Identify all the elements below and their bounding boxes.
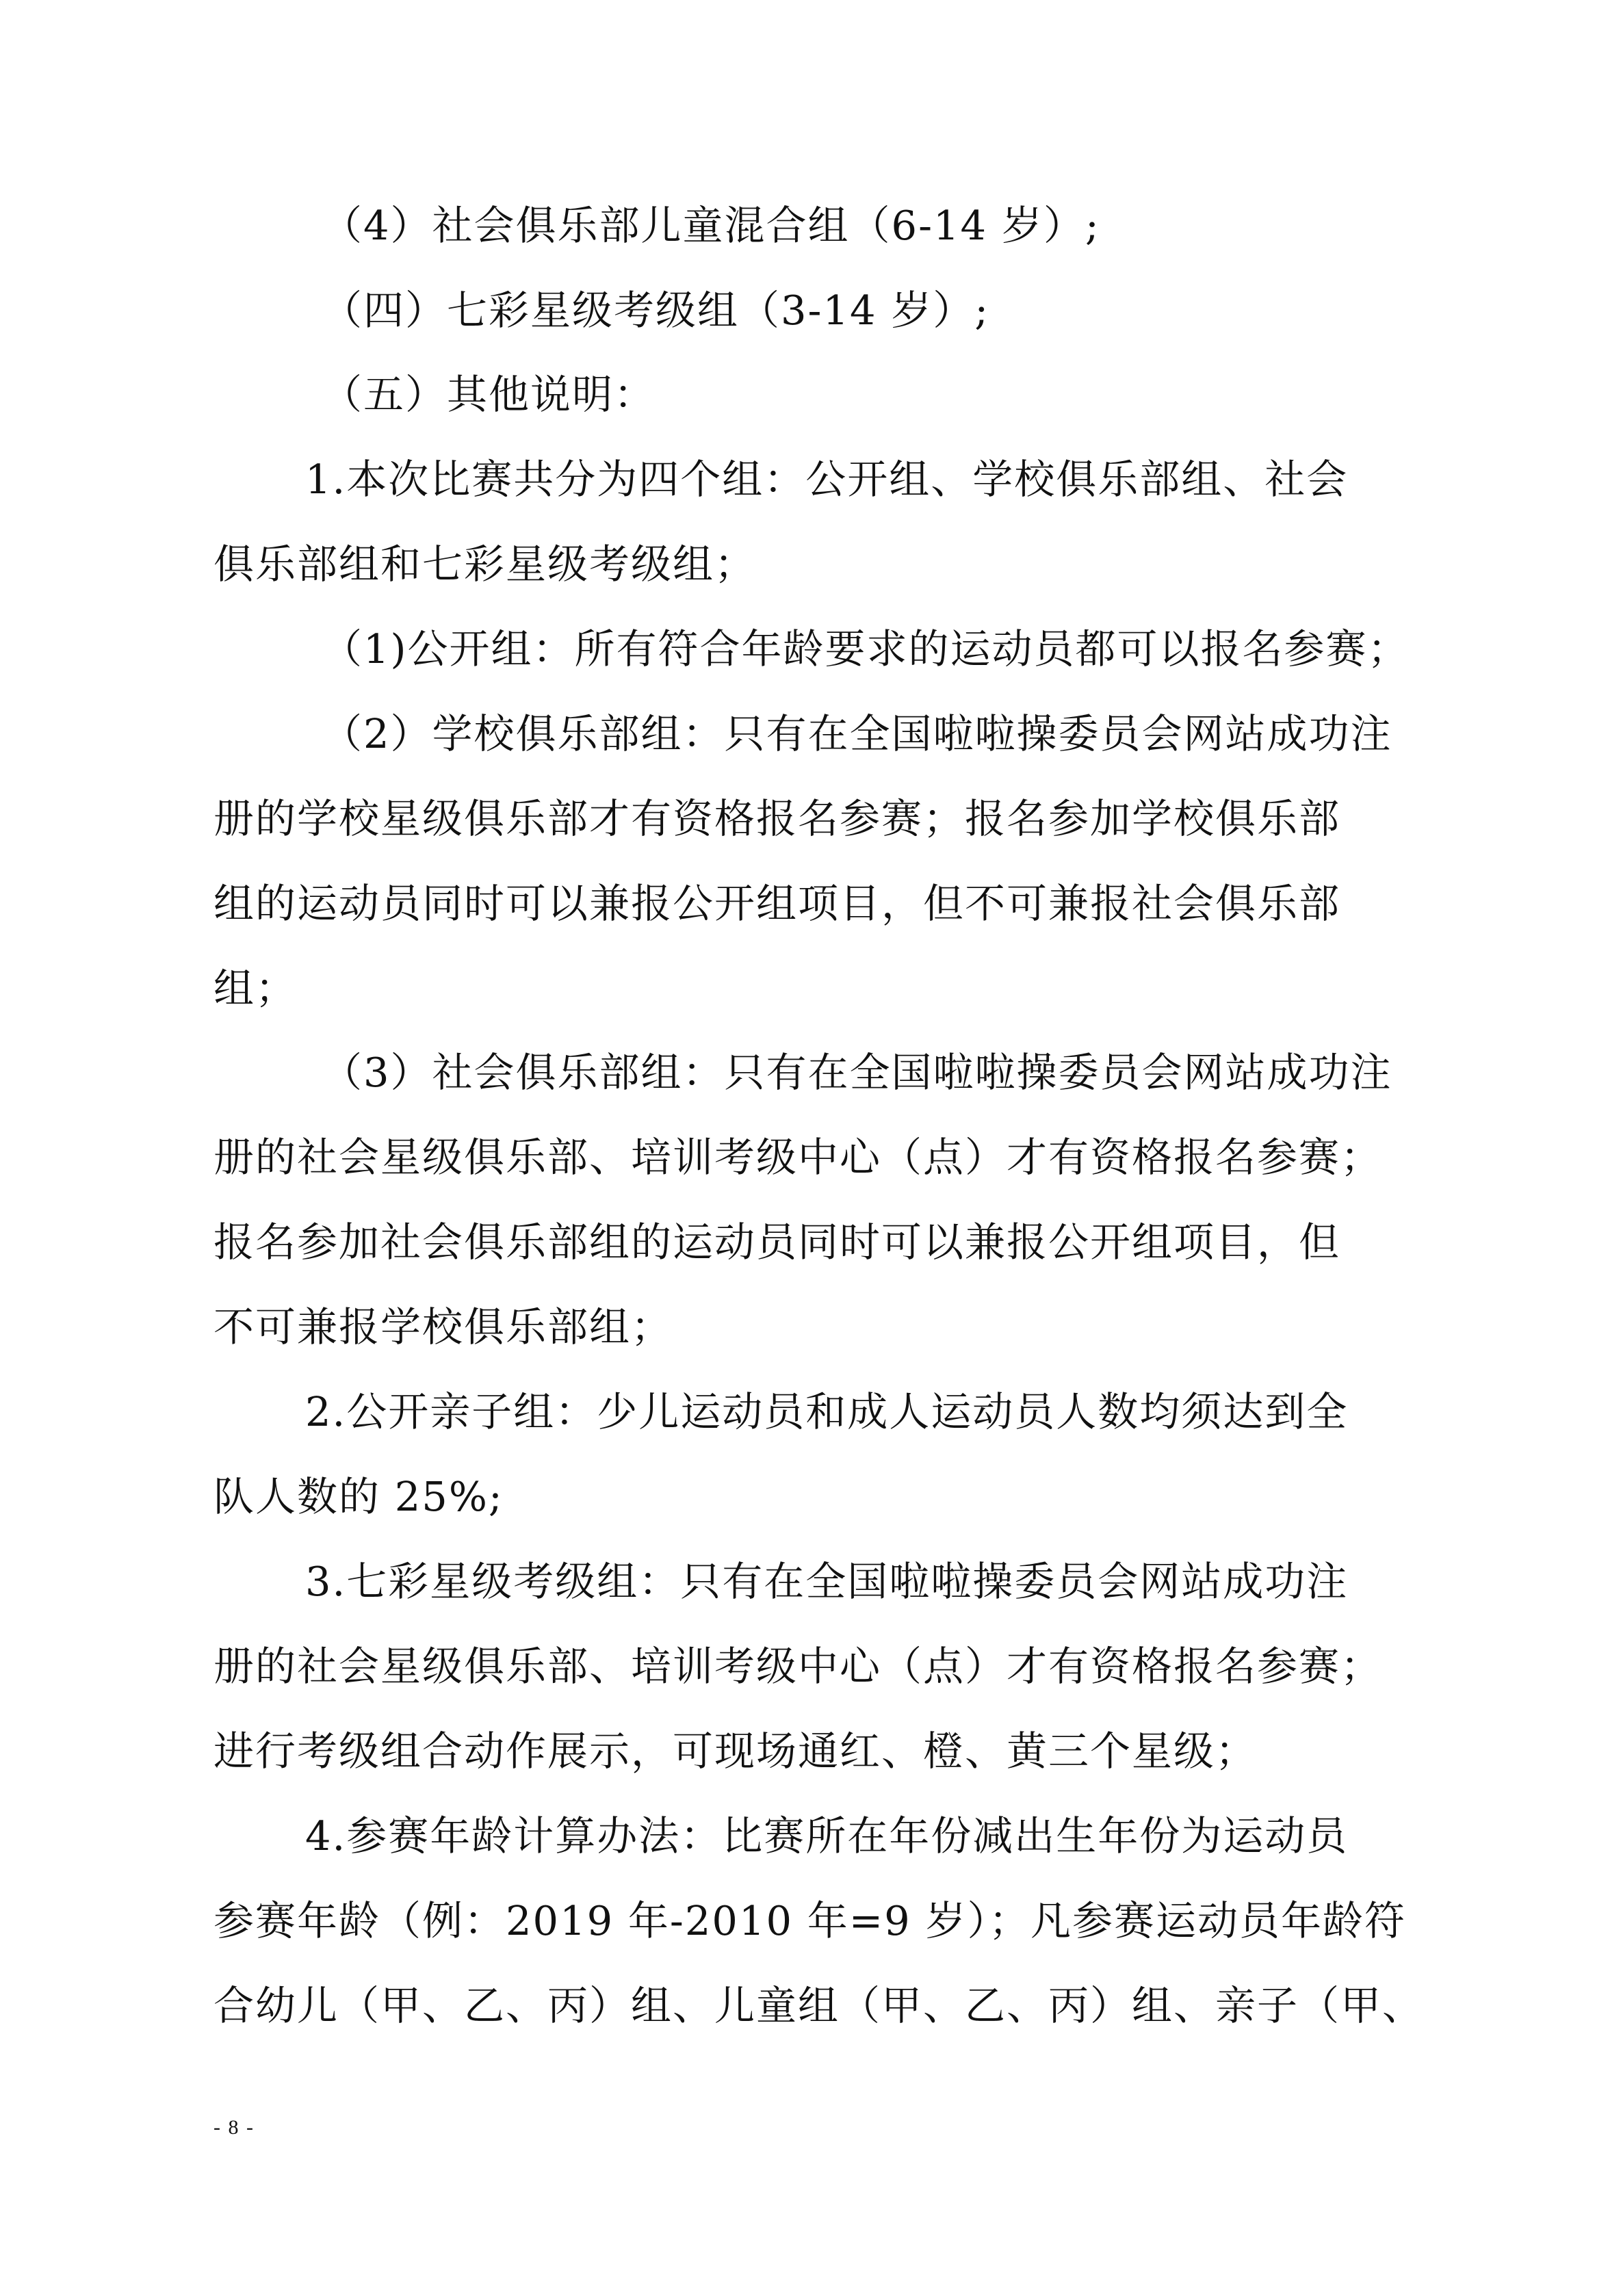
text-line: 参赛年龄（例：2019 年-2010 年=9 岁）；凡参赛运动员年龄符 [213, 1897, 1406, 1944]
text-line: （3）社会俱乐部组：只有在全国啦啦操委员会网站成功注 [322, 1049, 1392, 1096]
text-line: 组； [213, 965, 298, 1012]
text-line: 俱乐部组和七彩星级考级组； [213, 540, 757, 588]
text-line: 4.参赛年龄计算办法：比赛所在年份减出生年份为运动员 [305, 1812, 1349, 1860]
text-line: 册的社会星级俱乐部、培训考级中心（点）才有资格报名参赛； [213, 1643, 1383, 1690]
page-number: - 8 - [213, 2116, 255, 2139]
text-line: 合幼儿（甲、乙、丙）组、儿童组（甲、乙、丙）组、亲子（甲、 [213, 1982, 1425, 2029]
text-line: 1.本次比赛共分为四个组：公开组、学校俱乐部组、社会 [305, 456, 1349, 503]
text-line: 报名参加社会俱乐部组的运动员同时可以兼报公开组项目，但 [213, 1218, 1341, 1266]
text-line: 进行考级组合动作展示，可现场通红、橙、黄三个星级； [213, 1727, 1258, 1775]
text-line: 3.七彩星级考级组：只有在全国啦啦操委员会网站成功注 [305, 1558, 1349, 1605]
text-line: （4）社会俱乐部儿童混合组（6-14 岁）; [322, 202, 1100, 249]
text-line: 队人数的 25%; [213, 1473, 504, 1520]
text-line: （四）七彩星级考级组（3-14 岁）; [322, 287, 990, 334]
text-line: （1)公开组：所有符合年龄要求的运动员都可以报名参赛； [322, 625, 1410, 673]
text-line: （五）其他说明： [322, 371, 656, 418]
text-line: 册的社会星级俱乐部、培训考级中心（点）才有资格报名参赛； [213, 1134, 1383, 1181]
text-line: 不可兼报学校俱乐部组； [213, 1303, 673, 1351]
text-line: 册的学校星级俱乐部才有资格报名参赛；报名参加学校俱乐部 [213, 795, 1341, 842]
text-line: （2）学校俱乐部组：只有在全国啦啦操委员会网站成功注 [322, 710, 1392, 757]
text-line: 组的运动员同时可以兼报公开组项目，但不可兼报社会俱乐部 [213, 880, 1341, 927]
text-line: 2.公开亲子组：少儿运动员和成人运动员人数均须达到全 [305, 1388, 1349, 1435]
